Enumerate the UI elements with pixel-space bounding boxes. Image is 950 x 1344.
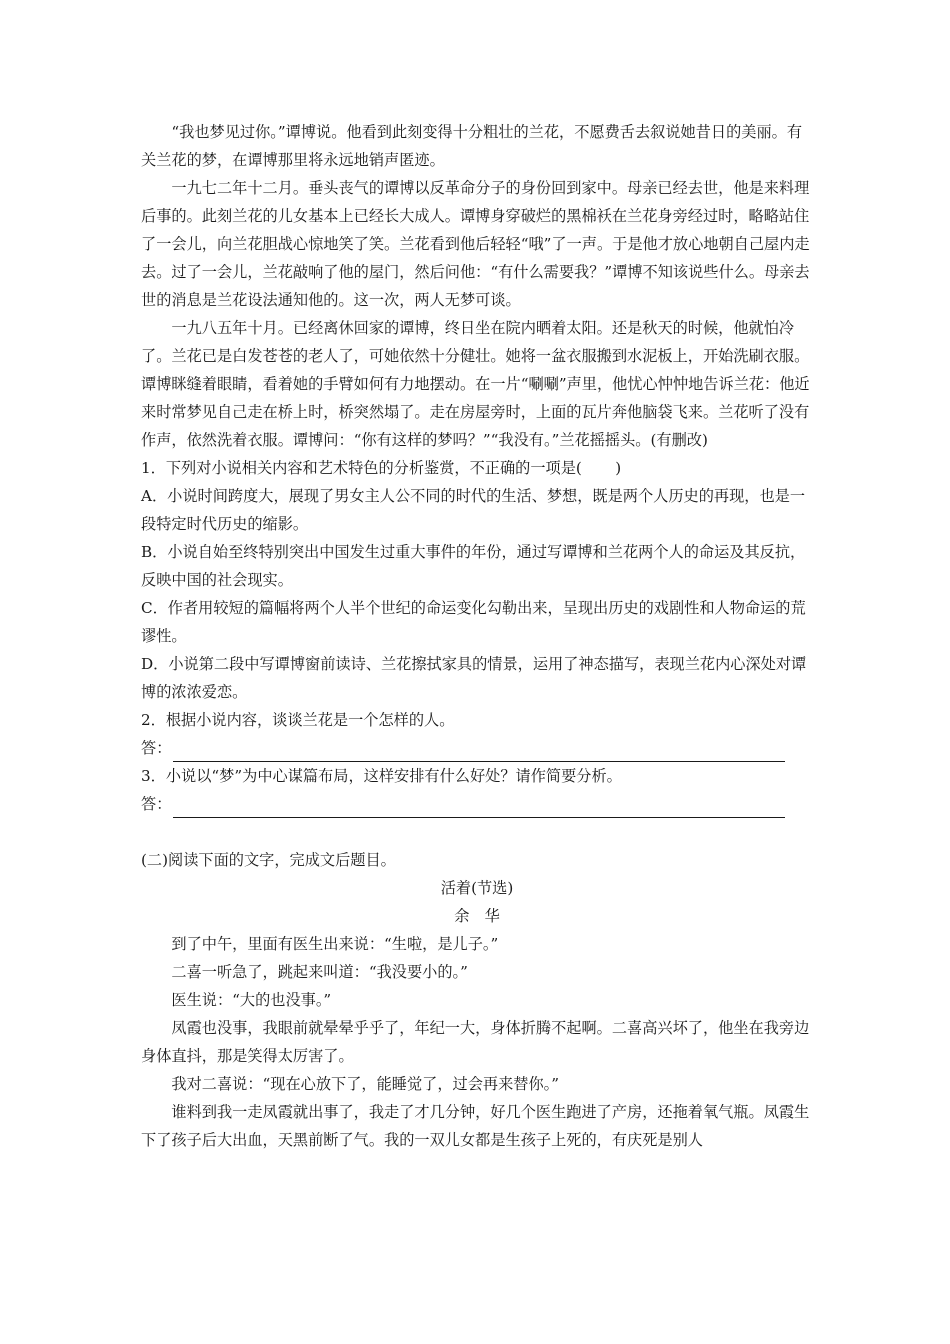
question-3-stem: 3．小说以“梦”为中心谋篇布局，这样安排有什么好处？请作简要分析。: [141, 767, 622, 785]
question-1-option-b: B．小说自始至终特别突出中国发生过重大事件的年份，通过写谭博和兰花两个人的命运及其反抗，反映中国的社会现实。: [141, 543, 806, 589]
story1-paragraph-1: “我也梦见过你。”谭博说。他看到此刻变得十分粗壮的兰花，不愿费舌去叙说她昔日的美丽。有关兰花的梦，在谭博那里将永远地销声匿迹。: [141, 123, 803, 169]
question-3-answer-label: 答：: [141, 795, 172, 813]
section2-title: 活着(节选): [440, 879, 514, 897]
question-1-option-d: D．小说第二段中写谭博窗前读诗、兰花擦拭家具的情景，运用了神态描写，表现兰花内心深处对谭博的浓浓爱恋。: [141, 655, 807, 701]
section2-paragraph-3: 医生说：“大的也没事。”: [171, 991, 332, 1009]
section2-paragraph-6: 谁料到我一走凤霞就出事了，我走了才几分钟，好几个医生跑进了产房，还拖着氧气瓶。凤霞生下了孩子后大出血，天黑前断了气。我的一双儿女都是生孩子上死的，有庆死是别人: [141, 1103, 810, 1149]
question-1-stem-text: 1．下列对小说相关内容和艺术特色的分析鉴赏，不正确的一项是(: [141, 459, 582, 477]
question-1-stem: [141, 454, 813, 482]
question-2-stem: 2．根据小说内容，谈谈兰花是一个怎样的人。: [141, 711, 455, 729]
section2-paragraph-1: 到了中午，里面有医生出来说：“生啦，是儿子。”: [171, 935, 499, 953]
document-page: [141, 118, 813, 1154]
question-3-answer-line[interactable]: [173, 797, 785, 818]
section2-paragraph-5: 我对二喜说：“现在心放下了，能睡觉了，过会再来替你。”: [171, 1075, 560, 1093]
question-3-answer-row: [141, 790, 813, 818]
section2-author: 余 华: [454, 907, 500, 925]
question-1-option-c: C．作者用较短的篇幅将两个人半个世纪的命运变化勾勒出来，呈现出历史的戏剧性和人物命运的荒谬性。: [141, 599, 806, 645]
story1-paragraph-3: 一九八五年十月。已经离休回家的谭博，终日坐在院内晒着太阳。还是秋天的时候，他就怕冷了。兰花已是白发苍苍的老人了，可她依然十分健壮。她将一盆衣服搬到水泥板上，开始洗刷衣服。谭博眯缝着眼睛，看着她的手臂如何有力地摆动。在一片“唰唰”声里，他忧心忡忡地告诉兰花：他近来时常梦见自己走在桥上时，桥突然塌了。走在房屋旁时，上面的瓦片奔他脑袋飞来。兰花听了没有作声，依然洗着衣服。谭博问：“你有这样的梦吗？”“我没有。”兰花摇摇头。(有删改): [141, 319, 810, 449]
section2-instruction: (二)阅读下面的文字，完成文后题目。: [141, 851, 396, 869]
question-2-answer-label: 答：: [141, 739, 172, 757]
question-2-answer-line[interactable]: [173, 741, 785, 762]
section-spacer: [141, 818, 813, 846]
question-1-option-a: A．小说时间跨度大，展现了男女主人公不同的时代的生活、梦想，既是两个人历史的再现，也是一段特定时代历史的缩影。: [141, 487, 806, 533]
question-1-stem-close: ): [615, 459, 622, 477]
section2-paragraph-4: 凤霞也没事，我眼前就晕晕乎乎了，年纪一大，身体折腾不起啊。二喜高兴坏了，他坐在我旁边身体直抖，那是笑得太厉害了。: [141, 1019, 810, 1065]
question-2-answer-row: [141, 734, 813, 762]
story1-paragraph-2: 一九七二年十二月。垂头丧气的谭博以反革命分子的身份回到家中。母亲已经去世，他是来料理后事的。此刻兰花的儿女基本上已经长大成人。谭博身穿破烂的黑棉袄在兰花身旁经过时，略略站住了一会儿，向兰花胆战心惊地笑了笑。兰花看到他后轻轻“哦”了一声。于是他才放心地朝自己屋内走去。过了一会儿，兰花敲响了他的屋门，然后问他：“有什么需要我？”谭博不知该说些什么。母亲去世的消息是兰花设法通知他的。这一次，两人无梦可谈。: [141, 179, 810, 309]
section2-paragraph-2: 二喜一听急了，跳起来叫道：“我没要小的。”: [171, 963, 468, 981]
